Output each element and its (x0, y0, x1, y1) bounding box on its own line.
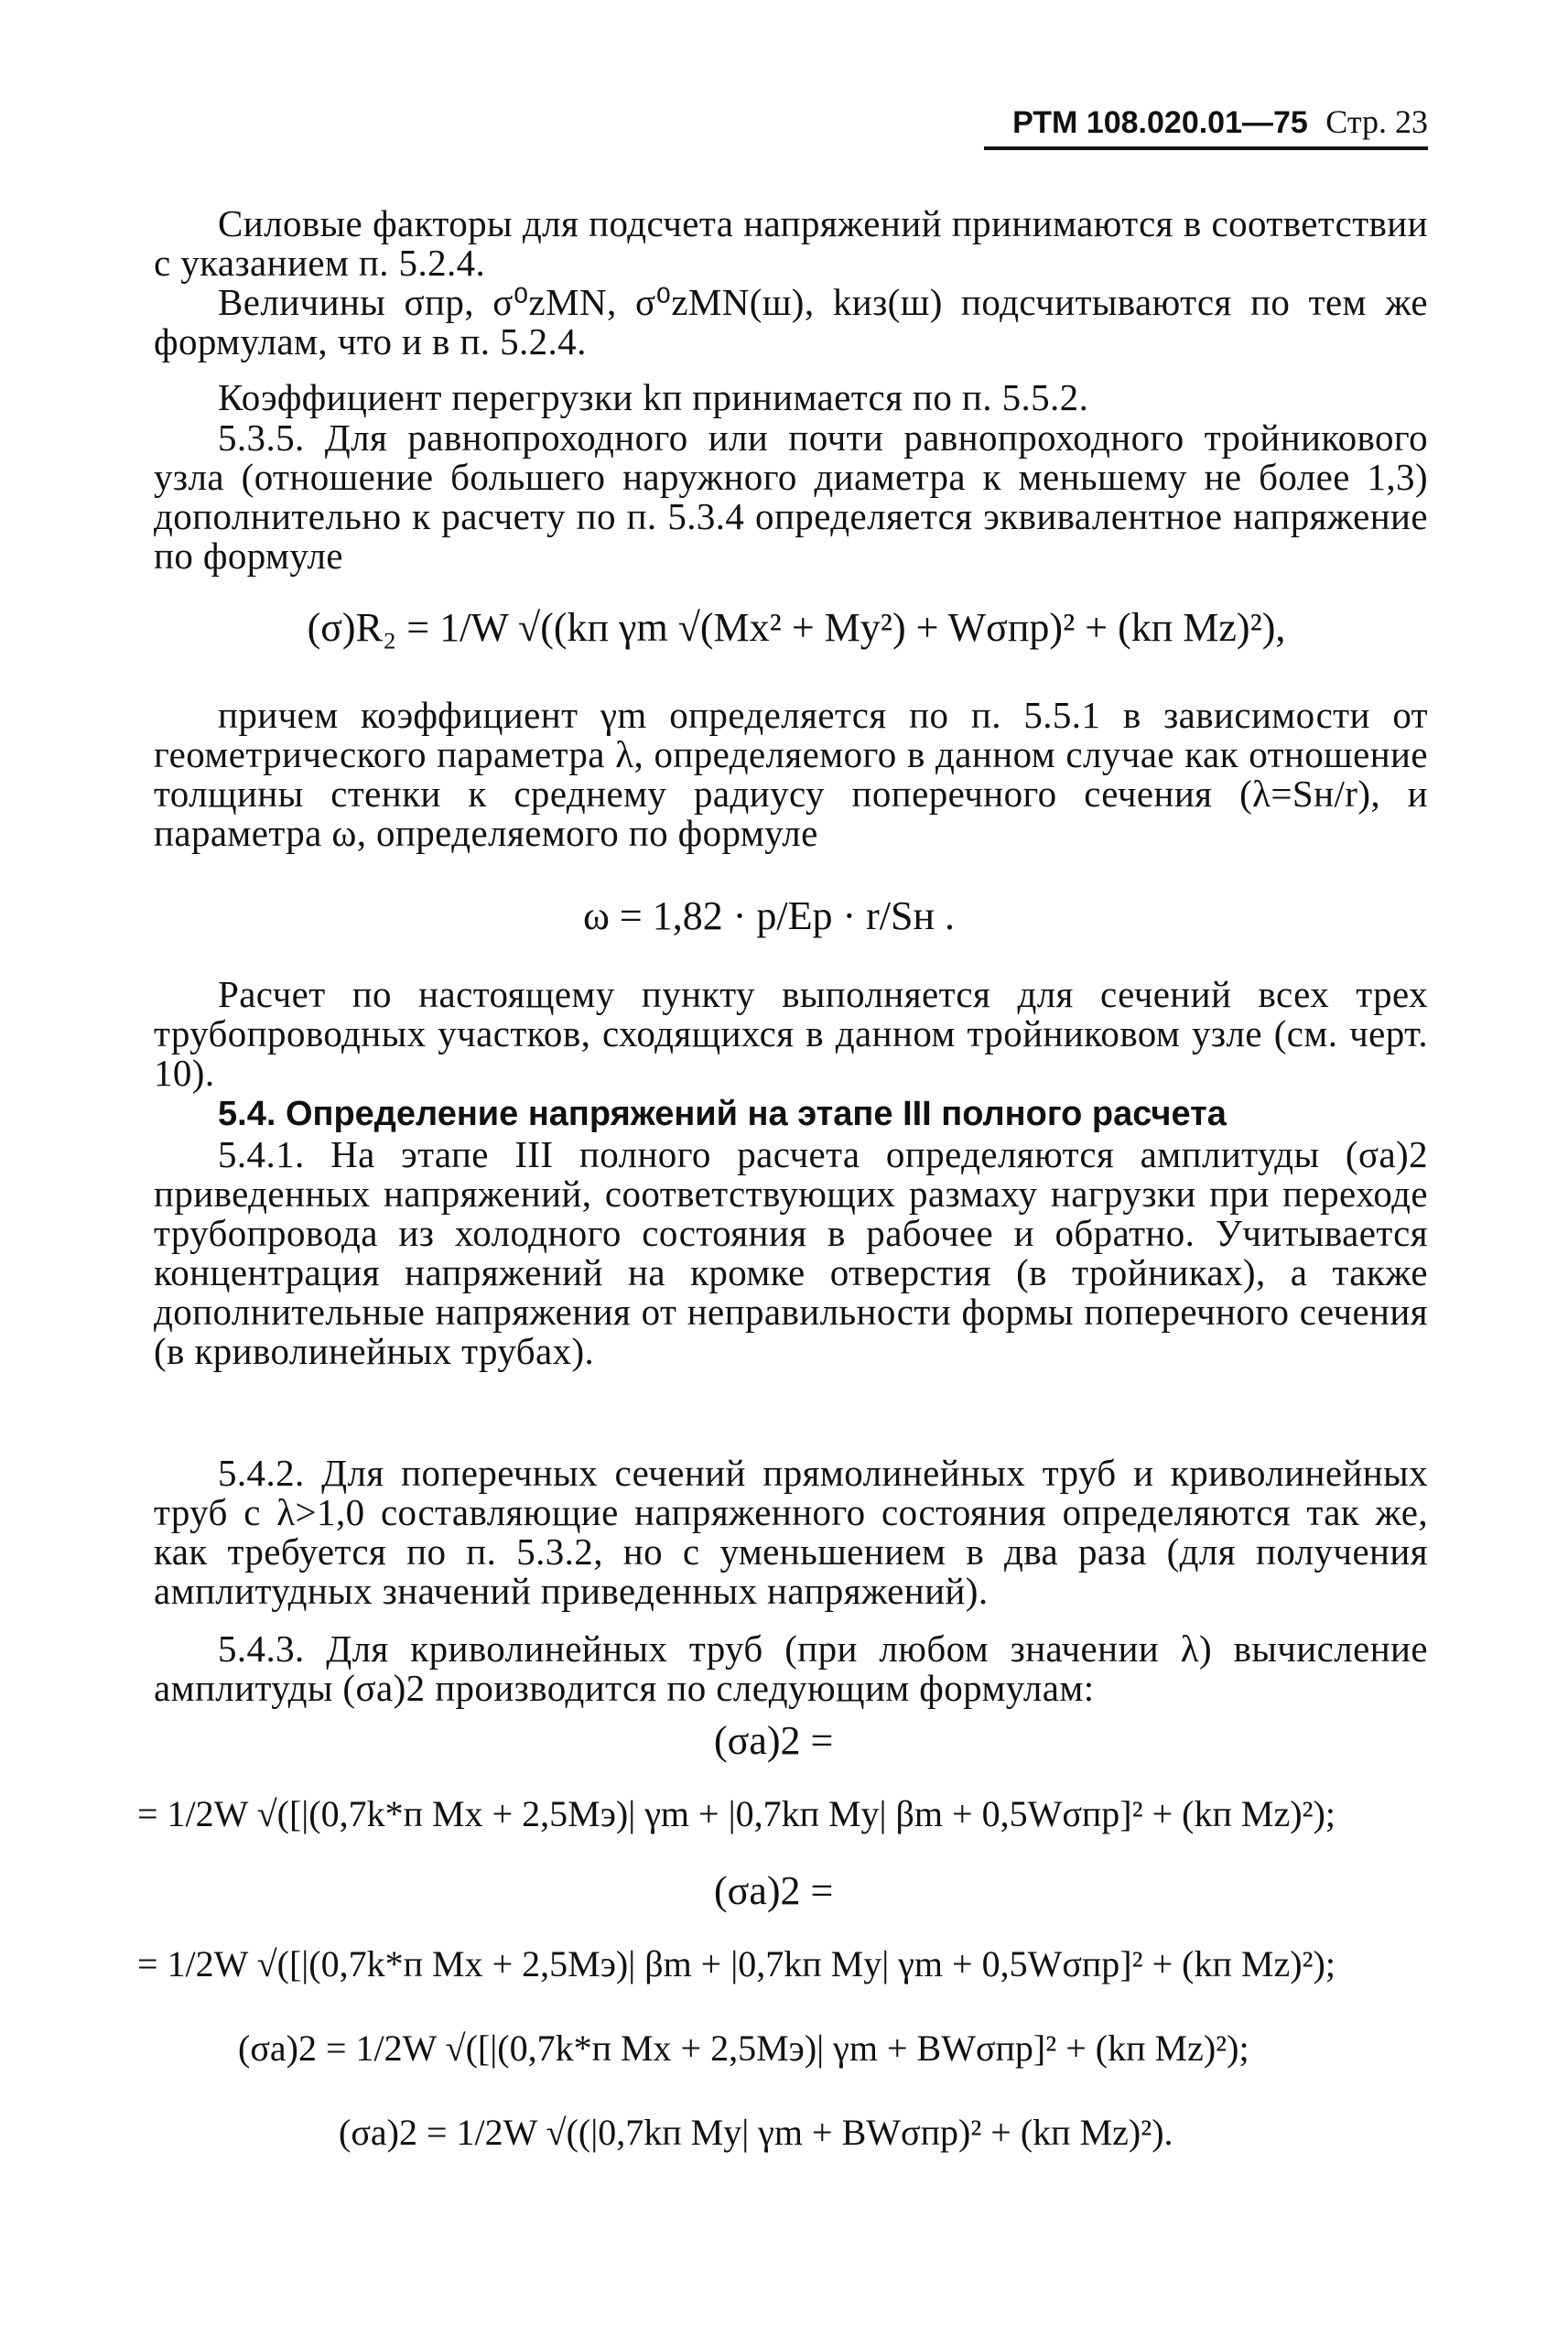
paragraph-5-3-5: 5.3.5. Для равнопроходного или почти равнопроходного тройникового узла (отношение большего наружного диаметра к меньшему не более 1,3) дополнительно к расчету по п. 5.3.4 определяется эквивалентное напряжение по формуле (154, 416, 1428, 577)
formula-equivalent-stress: (σ)R₂ = 1/W √((kп γm √(Mx² + My²) + Wσпр)² + (kп Mz)²), (307, 605, 1286, 650)
formula-6: (σa)2 = 1/2W √((|0,7kп My| γm + BWσпр)² + (kп Mz)²). (339, 2112, 1173, 2153)
paragraph-coefficient: причем коэффициент γm определяется по п. 5.5.1 в зависимости от геометрического параметра λ, определяемого в данном случае как отношение толщины стенки к среднему радиусу поперечного сечения (λ=Sн/r), и параметра ω, определяемого по формуле (154, 694, 1428, 854)
paragraph-5-4-2: 5.4.2. Для поперечных сечений прямолинейных труб и криволинейных труб с λ>1,0 составляющие напряженного состояния определяются так же, как требуется по п. 5.3.2, но с уменьшением в два раза (для получения амплитудных значений приведенных напряжений). (154, 1452, 1428, 1612)
paragraph-2: Величины σпр, σ⁰zMN, σ⁰zMN(ш), kиз(ш) подсчитываются по тем же формулам, что и в п. 5.2.4. (154, 281, 1428, 362)
paragraph-1: Силовые факторы для подсчета напряжений принимаются в соответствии с указанием п. 5.2.4. (154, 202, 1428, 284)
paragraph-5-4-3: 5.4.3. Для криволинейных труб (при любом значении λ) вычисление амплитуды (σa)2 производится по следующим формулам: (154, 1628, 1428, 1709)
paragraph-5-4-1: 5.4.1. На этапе III полного расчета определяются амплитуды (σa)2 приведенных напряжений, соответствующих размаху нагрузки при переходе трубопровода из холодного состояния в рабочее и обратно. Учитывается концентрация напряжений на кромке отверстия (в тройниках), а также дополнительные напряжения от неправильности формы поперечного сечения (в криволинейных трубах). (154, 1133, 1428, 1372)
formula-5: (σa)2 = 1/2W √([|(0,7k*п Mx + 2,5Mэ)| γm + BWσпр]² + (kп Mz)²); (238, 2028, 1249, 2069)
paragraph-calculation: Расчет по настоящему пункту выполняется для сечений всех трех трубопроводных участков, сходящихся в данном тройниковом узле (см. черт. 10). (154, 973, 1428, 1094)
page-number: Стр. 23 (1325, 103, 1428, 140)
formula-3-rhs: = 1/2W √([|(0,7k*п Mx + 2,5Mэ)| γm + |0,7kп My| βm + 0,5Wσпр]² + (kп Mz)²); (137, 1793, 1336, 1834)
formula-4-lhs: (σa)2 = (714, 1868, 834, 1913)
formula-4-rhs: = 1/2W √([|(0,7k*п Mx + 2,5Mэ)| βm + |0,7kп My| γm + 0,5Wσпр]² + (kп Mz)²); (137, 1943, 1336, 1984)
paragraph-3: Коэффициент перегрузки kп принимается по п. 5.5.2. (218, 376, 1089, 418)
document-code: РТМ 108.020.01—75 (1012, 105, 1308, 140)
formula-omega: ω = 1,82 · p/Eр · r/Sн . (582, 893, 956, 938)
header-rule (984, 146, 1428, 150)
formula-3-lhs: (σa)2 = (714, 1718, 834, 1763)
page-header (989, 103, 1428, 141)
section-heading-5-4: 5.4. Определение напряжений на этапе III полного расчета (218, 1095, 1227, 1133)
